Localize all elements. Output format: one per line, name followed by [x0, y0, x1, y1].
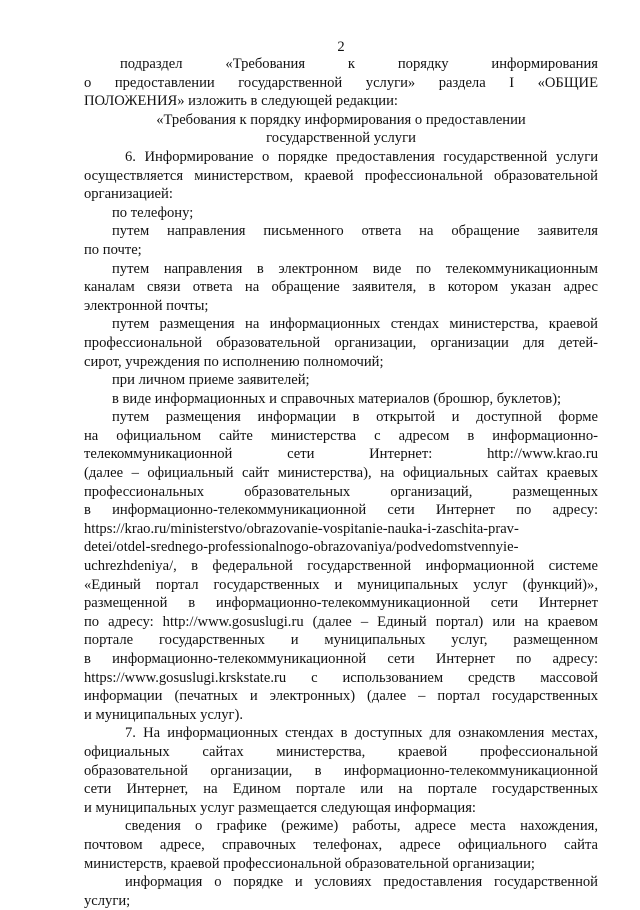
list-item-materials: в виде информационных и справочных материалов (брошюр, буклетов);	[112, 390, 562, 407]
stands-line-3: сирот, учреждения по исполнению полномочий;	[84, 353, 384, 370]
online-line-10: «Единый портал государственных и муниципальных услуг (функций)»,	[84, 576, 598, 593]
p7-line-4: сети Интернет, на Едином портале или на портале государственных	[84, 781, 598, 798]
online-line-9: uchrezhdeniya/, в федеральной государственной информационной системе	[84, 558, 598, 575]
schedule-line-3: министерств, краевой профессиональной образовательной организации;	[84, 855, 535, 872]
page-number: 2	[337, 39, 345, 55]
list-item-in-person: при личном приеме заявителей;	[112, 372, 310, 389]
p7-line-5: и муниципальных услуг размещается следующая информация:	[84, 799, 476, 816]
online-line-13: портале государственных и муниципальных услуг, размещенном	[84, 632, 598, 649]
online-line-2: на официальном сайте министерства с адресом в информационно-	[84, 427, 598, 444]
p6-line-3: организацией:	[84, 186, 173, 203]
mail-line-2: по почте;	[84, 241, 142, 258]
schedule-line-2: почтовом адресе, справочных телефонах, адресе официального сайта	[84, 836, 598, 853]
list-item-online	[84, 408, 598, 724]
online-line-6: в информационно-телекоммуникационной сети Интернет по адресу:	[84, 502, 598, 519]
online-line-14: в информационно-телекоммуникационной сети Интернет по адресу:	[84, 651, 598, 667]
p6-line-2: осуществляется министерством, краевой профессиональной образовательной	[84, 167, 598, 184]
procedure-line-2: услуги;	[84, 892, 131, 909]
online-line-11: размещенной в информационно-телекоммуникационной сети Интернет	[84, 595, 598, 612]
paragraph-7	[84, 724, 598, 817]
list-item-email	[84, 260, 598, 316]
mail-line-1: путем направления письменного ответа на обращение заявителя	[112, 223, 598, 240]
document-page	[84, 40, 598, 910]
online-line-16: информации (печатных и электронных) (далее – портал государственных	[84, 688, 598, 705]
paragraph-6	[84, 148, 598, 204]
p7-line-3: образовательной организации, в информационно-телекоммуникационной	[84, 762, 598, 779]
p7-line-2: официальных сайтах министерства, краевой профессиональной	[84, 743, 598, 760]
p7-line-1: 7. На информационных стендах в доступных для ознакомления местах,	[125, 725, 598, 742]
schedule-line-1: сведения о графике (режиме) работы, адресе места нахождения,	[125, 818, 598, 835]
stands-line-1: путем размещения на информационных стендах министерства, краевой	[112, 316, 598, 333]
heading-line-2: государственной услуги	[266, 130, 416, 147]
list-item-phone: по телефону;	[112, 204, 194, 221]
intro-line-3: ПОЛОЖЕНИЯ» изложить в следующей редакции:	[84, 93, 398, 110]
email-line-3: электронной почты;	[84, 297, 209, 314]
p6-line-1: 6. Информирование о порядке предоставления государственной услуги	[125, 148, 598, 165]
online-line-4: (далее – официальный сайт министерства), на официальных сайтах краевых	[84, 465, 598, 482]
intro-line-1: подраздел «Требования к порядку информирования	[120, 56, 598, 72]
procedure-line-1: информация о порядке и условиях предоставления государственной	[125, 874, 598, 891]
online-line-5: профессиональных образовательных организаций, размещенных	[84, 483, 598, 500]
online-line-12: по адресу: http://www.gosuslugi.ru (далее – Единый портал) или на краевом	[84, 613, 598, 630]
list-item-stands	[84, 315, 598, 371]
online-line-1: путем размещения информации в открытой и доступной форме	[112, 409, 598, 426]
online-line-3: телекоммуникационной сети Интернет: http://www.krao.ru	[84, 446, 598, 463]
intro-paragraph	[84, 55, 598, 111]
section-heading	[84, 111, 598, 148]
email-line-1: путем направления в электронном виде по телекоммуникационным	[112, 260, 598, 277]
intro-line-2: о предоставлении государственной услуги» раздела I «ОБЩИЕ	[84, 74, 598, 91]
online-line-17: и муниципальных услуг).	[84, 706, 243, 723]
online-line-15: https://www.gosuslugi.krskstate.ru с использованием средств массовой	[84, 669, 598, 686]
heading-line-1: «Требования к порядку информирования о предоставлении	[156, 111, 526, 128]
list-item-mail	[84, 222, 598, 259]
online-line-7: https://krao.ru/ministerstvo/obrazovanie-vospitanie-nauka-i-zaschita-prav-	[84, 520, 519, 537]
stands-line-2: профессиональной образовательной организации, организации для детей-	[84, 334, 598, 351]
email-line-2: каналам связи ответа на обращение заявителя, в котором указан адрес	[84, 279, 598, 296]
online-line-8: detei/otdel-srednego-professionalnogo-obrazovaniya/podvedomstvennyie-	[84, 539, 519, 556]
list-item-schedule	[84, 817, 598, 873]
list-item-procedure	[84, 873, 598, 910]
